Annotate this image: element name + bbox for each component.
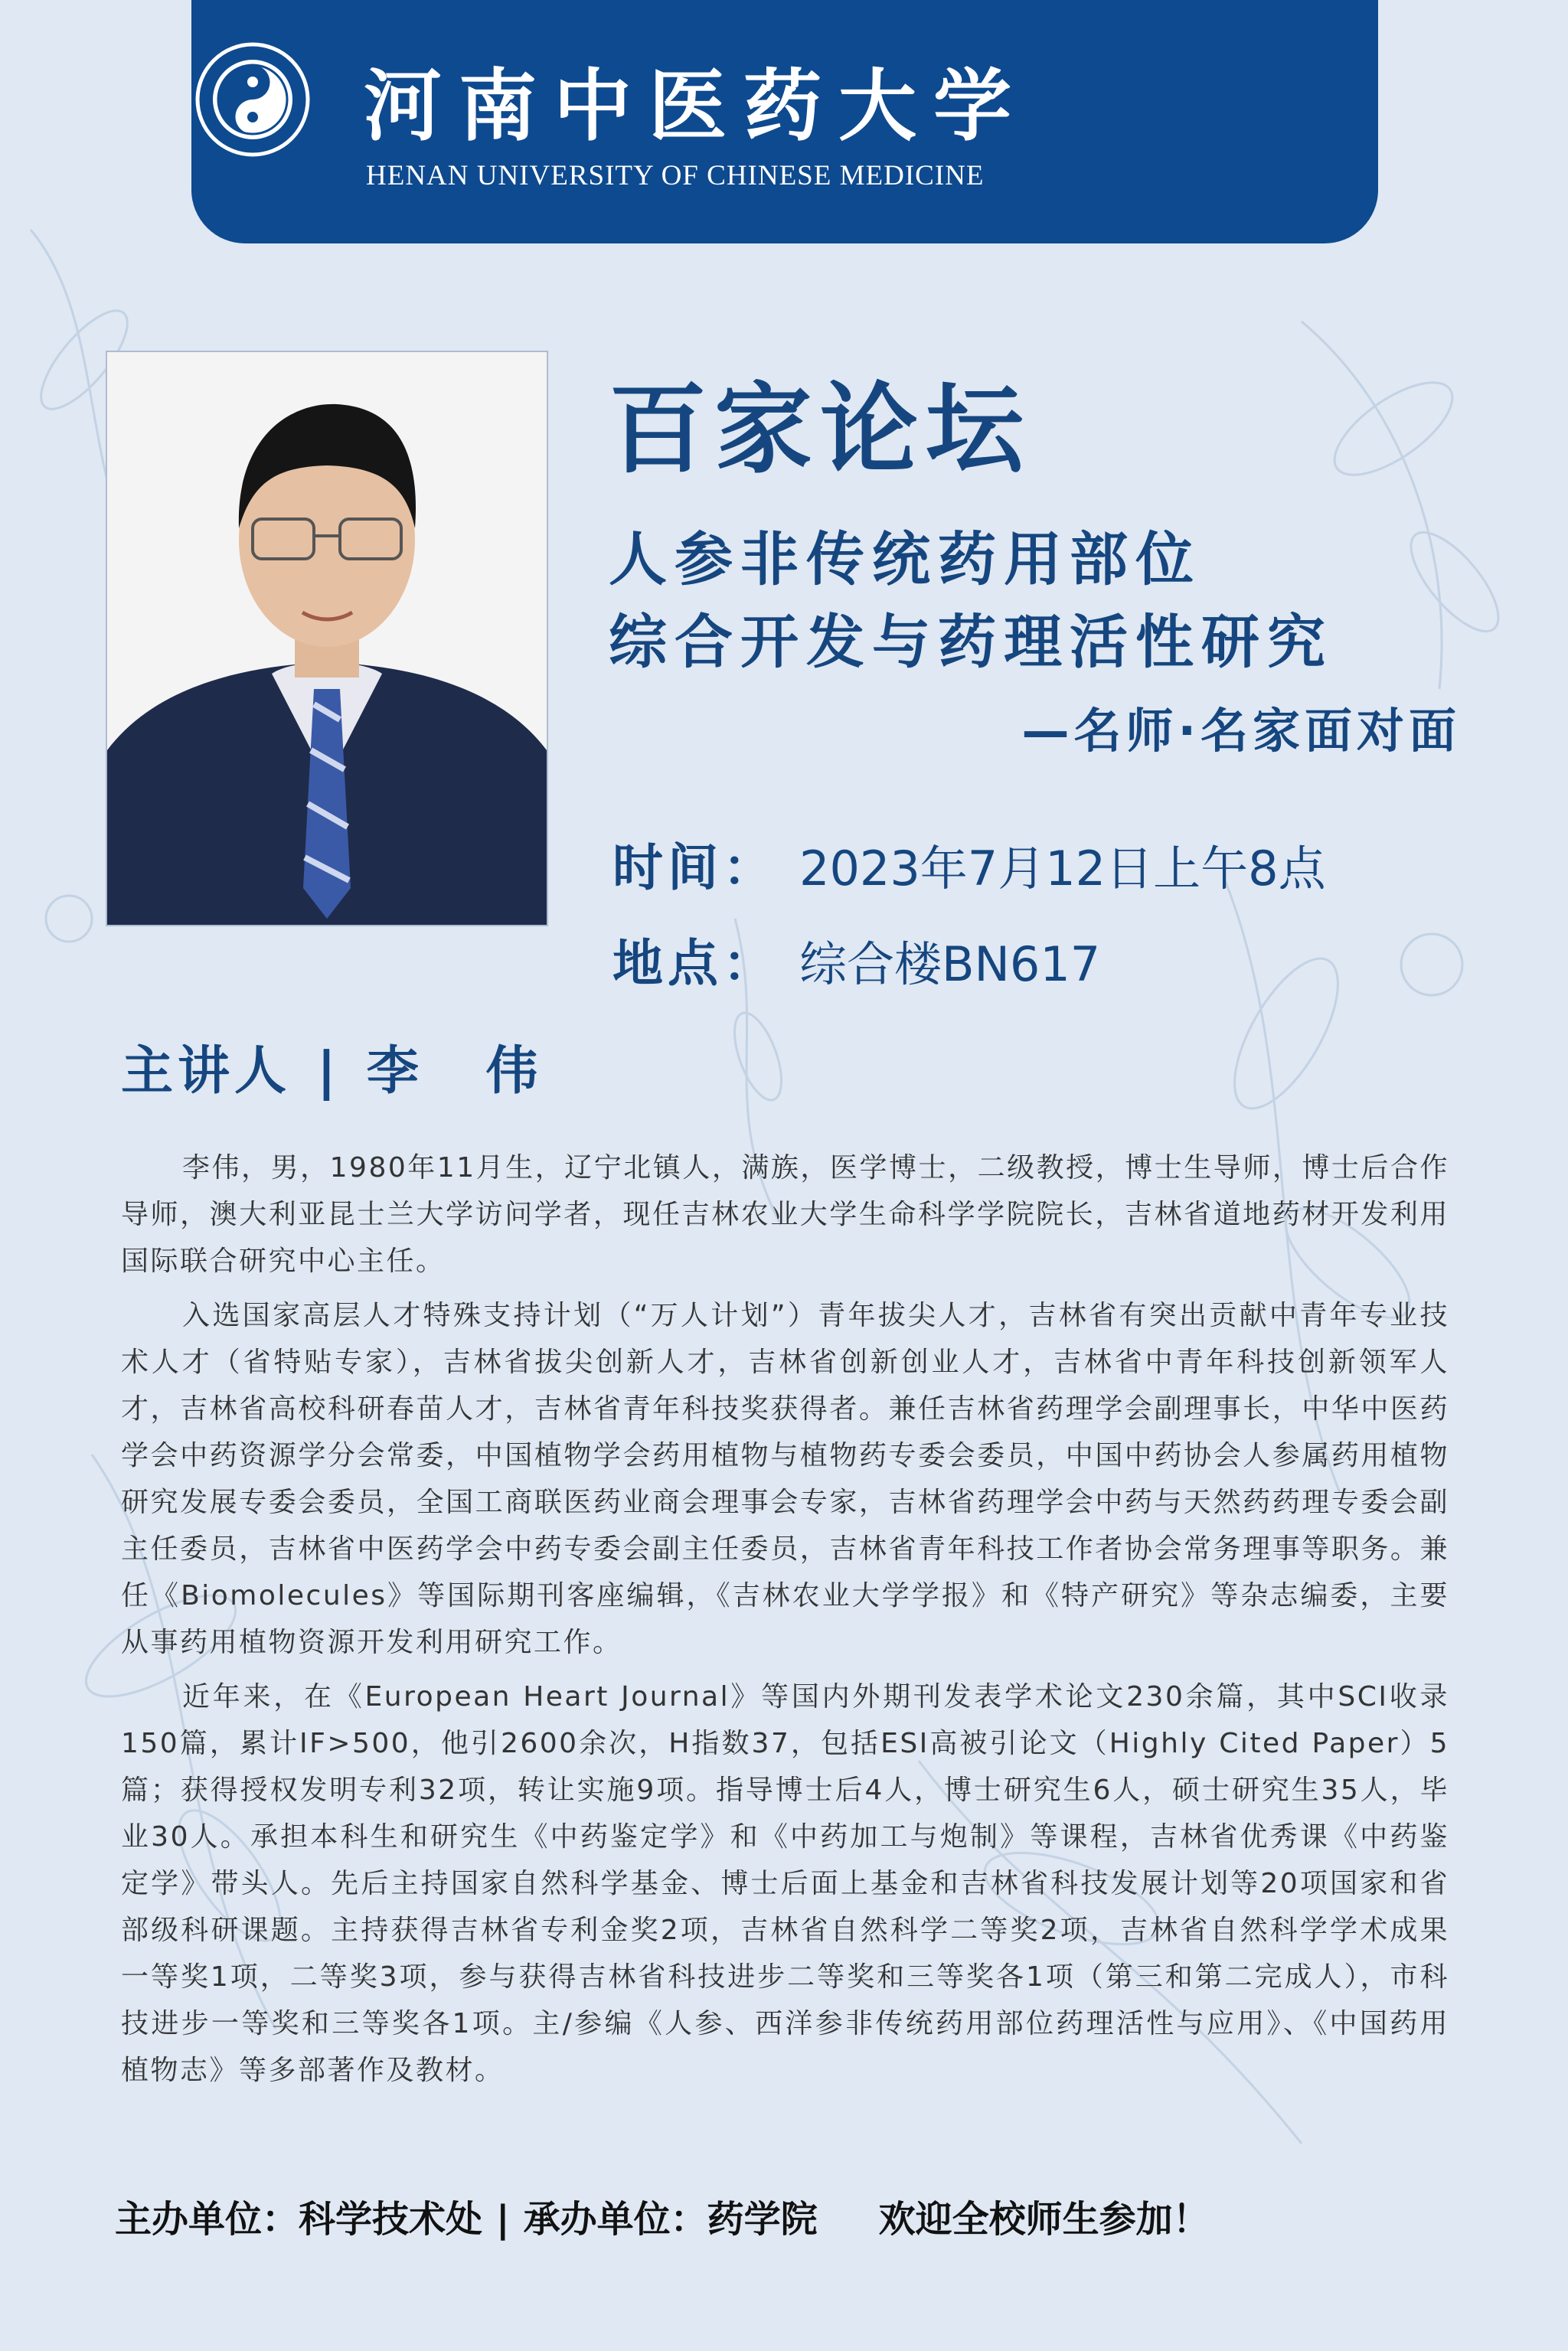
speaker-separator: | bbox=[317, 1041, 341, 1102]
time-label: 时间： bbox=[612, 838, 778, 897]
speaker-biography bbox=[121, 1144, 1449, 2101]
time-value: 2023年7月12日上午8点 bbox=[799, 841, 1326, 896]
footer-organizers bbox=[115, 2189, 1210, 2242]
organizer-value: 药学院 bbox=[707, 2198, 818, 2241]
university-name-cn: 河南中医药大学 bbox=[364, 60, 1028, 152]
footer-separator: | bbox=[496, 2198, 510, 2241]
place-value: 综合楼BN617 bbox=[799, 936, 1101, 992]
speaker-name: 李 伟 bbox=[366, 1041, 563, 1102]
welcome-text: 欢迎全校师生参加！ bbox=[878, 2198, 1210, 2241]
forum-title: 百家论坛 bbox=[609, 373, 1032, 487]
university-seal-icon bbox=[195, 42, 310, 157]
host-label: 主办单位： bbox=[115, 2198, 299, 2241]
university-name-en: HENAN UNIVERSITY OF CHINESE MEDICINE bbox=[366, 160, 985, 191]
speaker-photo bbox=[106, 351, 548, 926]
organizer-label: 承办单位： bbox=[523, 2198, 707, 2241]
lecture-subtitle: —名师·名家面对面 bbox=[1021, 703, 1461, 759]
place-label: 地点： bbox=[612, 934, 778, 993]
speaker-label: 主讲人 bbox=[121, 1041, 292, 1102]
lecture-topic-line-1: 人参非传统药用部位 bbox=[609, 525, 1201, 593]
bio-paragraph-3: 近年来，在《European Heart Journal》等国内外期刊发表学术论文230余篇，其中SCI收录150篇，累计IF>500，他引2600余次，H指数37，包括ESI高被引论文（Highly Cited Paper）5篇；获得授权发明专利32项，转让实施9项。指导博士后4人，博士研究生6人，硕士研究生35人，毕业30人。承担本科生和研究生《中药鉴定学》和《中药加工与炮制》等课程，吉林省优秀课《中药鉴定学》带头人。先后主持国家自然科学基金、博士后面上基金和吉林省科技发展计划等20项国家和省部级科研课题。主持获得吉林省专利金奖2项，吉林省自然科学二等奖2项，吉林省自然科学学术成果一等奖1项，二等奖3项，参与获得吉林省科技进步二等奖和三等奖各1项（第三和第二完成人），市科技进步一等奖和三等奖各1项。主/参编《人参、西洋参非传统药用部位药理活性与应用》、《中国药用植物志》等多部著作及教材。 bbox=[121, 1681, 1449, 2086]
speaker-heading bbox=[121, 1030, 563, 1104]
event-time bbox=[612, 827, 1326, 900]
bio-paragraph-1: 李伟，男，1980年11月生，辽宁北镇人，满族，医学博士，二级教授，博士生导师，博士后合作导师，澳大利亚昆士兰大学访问学者，现任吉林农业大学生命科学学院院长，吉林省道地药材开发利用国际联合研究中心主任。 bbox=[121, 1152, 1449, 1277]
event-place bbox=[612, 922, 1100, 995]
speaker-portrait-icon bbox=[107, 352, 547, 925]
host-value: 科学技术处 bbox=[299, 2198, 483, 2241]
lecture-topic-line-2: 综合开发与药理活性研究 bbox=[609, 608, 1333, 676]
bio-paragraph-2: 入选国家高层人才特殊支持计划（“万人计划”）青年拔尖人才，吉林省有突出贡献中青年专业技术人才（省特贴专家），吉林省拔尖创新人才，吉林省创新创业人才，吉林省中青年科技创新领军人才，吉林省高校科研春苗人才，吉林省青年科技奖获得者。兼任吉林省药理学会副理事长，中华中医药学会中药资源学分会常委，中国植物学会药用植物与植物药专委会委员，中国中药协会人参属药用植物研究发展专委会委员，全国工商联医药业商会理事会专家，吉林省药理学会中药与天然药药理专委会副主任委员，吉林省中医药学会中药专委会副主任委员，吉林省青年科技工作者协会常务理事等职务。兼任《Biomolecules》等国际期刊客座编辑，《吉林农业大学学报》和《特产研究》等杂志编委，主要从事药用植物资源开发利用研究工作。 bbox=[121, 1300, 1449, 1658]
